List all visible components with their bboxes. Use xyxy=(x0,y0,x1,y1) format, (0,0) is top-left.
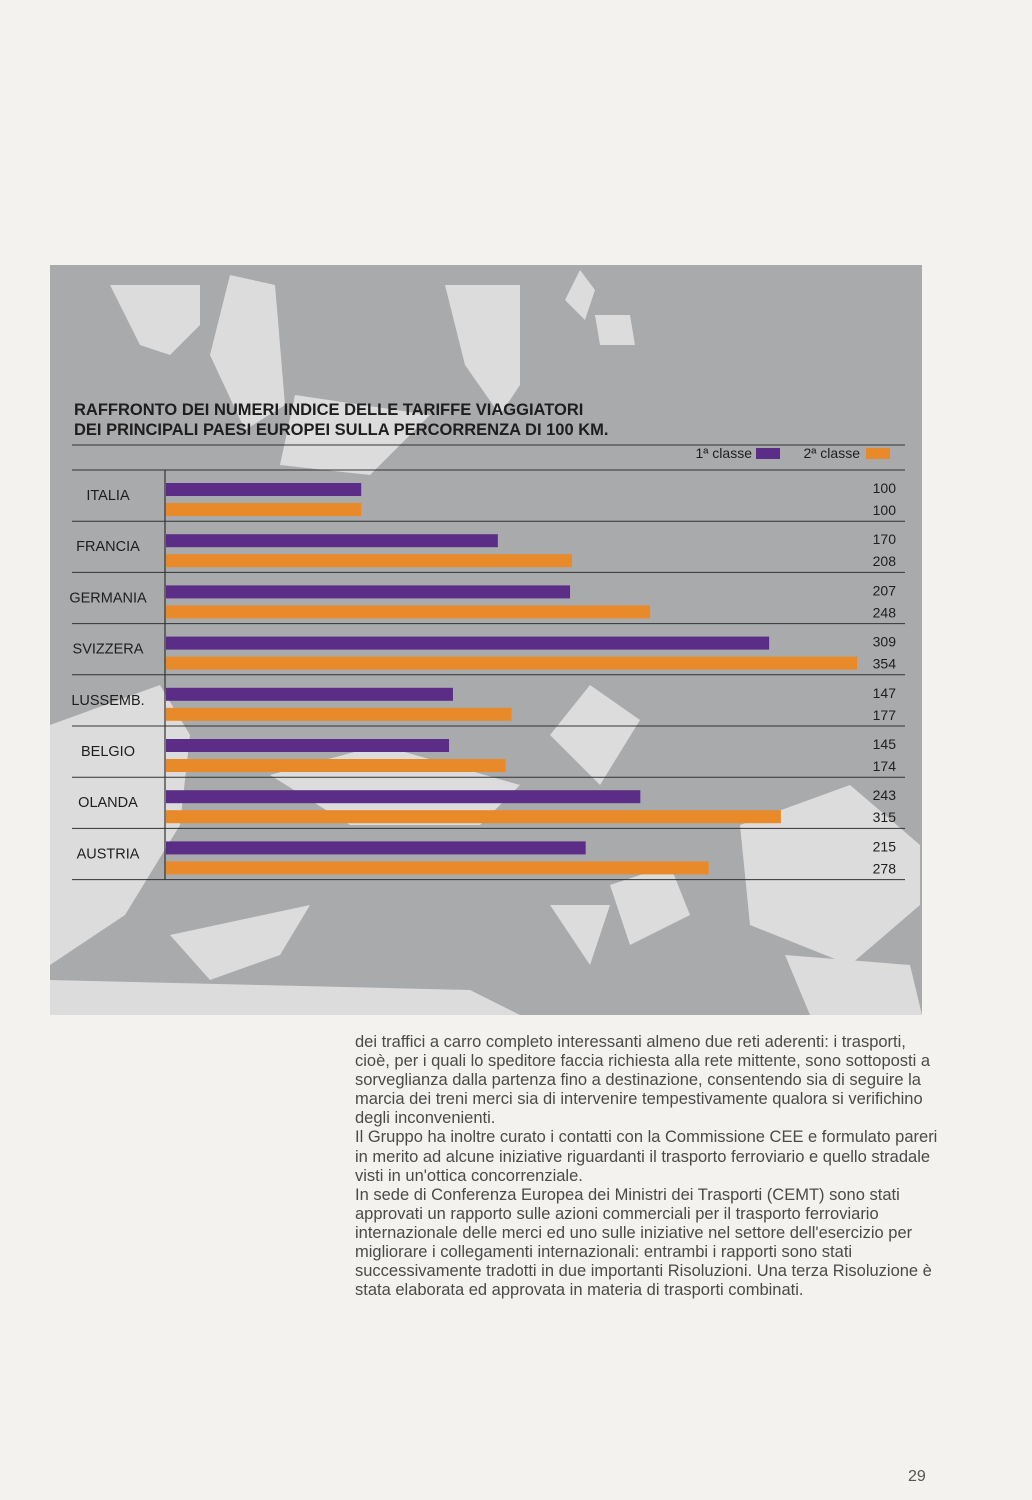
page-number: 29 xyxy=(908,1468,926,1485)
value-label: 309 xyxy=(872,633,896,650)
category-label: OLANDA xyxy=(78,795,138,812)
value-label: 215 xyxy=(872,838,896,855)
bar-second-class xyxy=(166,708,512,721)
bar-second-class xyxy=(166,554,572,567)
chart-figure xyxy=(50,265,922,1015)
bar-first-class xyxy=(166,688,453,701)
bar-first-class xyxy=(166,841,586,854)
legend-label-series-1: 1ª classe xyxy=(695,445,752,461)
body-paragraph-1: dei traffici a carro completo interessanti almeno due reti aderenti: i trasporti, cioè, per i quali lo speditore faccia richiesta alla rete mittente, sono sottoposti a sorveglianza dalla partenza fino a destinazione, consentendo sia di seguire la marcia dei treni merci sia di intervenire tempestivamente qualora si verifichino degli inconvenienti. xyxy=(355,1033,931,1128)
legend-swatch-series-2 xyxy=(866,448,890,459)
category-label: AUSTRIA xyxy=(76,846,140,863)
category-label: BELGIO xyxy=(81,744,135,760)
chart-title-line-1: RAFFRONTO DEI NUMERI INDICE DELLE TARIFFE VIAGGIATORI xyxy=(74,401,584,419)
value-label: 174 xyxy=(872,758,896,774)
bar-second-class xyxy=(166,605,650,618)
value-label: 278 xyxy=(872,860,896,877)
category-label: ITALIA xyxy=(86,488,130,504)
bar-first-class xyxy=(166,585,570,598)
legend-label-series-2: 2ª classe xyxy=(803,445,860,461)
value-label: 315 xyxy=(872,809,896,826)
bar-first-class xyxy=(166,483,361,496)
chart-title-line-2: DEI PRINCIPALI PAESI EUROPEI SULLA PERCORRENZA DI 100 KM. xyxy=(74,421,609,439)
value-label: 243 xyxy=(872,787,896,804)
bar-second-class xyxy=(166,759,506,772)
bar-first-class xyxy=(166,637,769,650)
value-label: 208 xyxy=(872,553,896,570)
legend-swatch-series-1 xyxy=(756,448,780,459)
value-label: 100 xyxy=(872,480,896,496)
chart-svg xyxy=(50,265,922,1015)
category-label: LUSSEMB. xyxy=(71,692,145,709)
value-label: 248 xyxy=(872,604,896,621)
bar-second-class xyxy=(166,810,781,823)
bar-first-class xyxy=(166,790,640,803)
bar-first-class xyxy=(166,739,449,752)
value-label: 207 xyxy=(872,582,896,599)
category-label: FRANCIA xyxy=(76,539,140,556)
body-paragraph-3: In sede di Conferenza Europea dei Ministri dei Trasporti (CEMT) sono stati approvati un rapporto sulle azioni commerciali per il trasporto ferroviario internazionale delle merci ed uno sulle iniziative nel settore dell'esercizio per migliorare i collegamenti internazionali: entrambi i rapporti sono stati successivamente tradotti in due importanti Risoluzioni. Una terza Risoluzione è stata elaborata ed approvata in materia di trasporti combinati. xyxy=(355,1185,932,1300)
bar-second-class xyxy=(166,503,361,516)
value-label: 170 xyxy=(872,531,896,548)
value-label: 147 xyxy=(872,684,896,701)
category-label: SVIZZERA xyxy=(72,641,144,658)
value-label: 145 xyxy=(872,736,896,752)
value-label: 100 xyxy=(872,502,896,518)
value-label: 177 xyxy=(872,706,896,723)
bar-second-class xyxy=(166,657,857,670)
body-paragraph-2: Il Gruppo ha inoltre curato i contatti con la Commissione CEE e formulato pareri in merito ad alcune iniziative riguardanti il trasporto ferroviario e quello stradale visti in un'ottica concorrenziale. xyxy=(355,1128,938,1185)
bar-second-class xyxy=(166,861,709,874)
value-label: 354 xyxy=(872,655,896,672)
bar-first-class xyxy=(166,534,498,547)
body-text xyxy=(355,1033,945,1300)
category-label: GERMANIA xyxy=(69,590,147,607)
